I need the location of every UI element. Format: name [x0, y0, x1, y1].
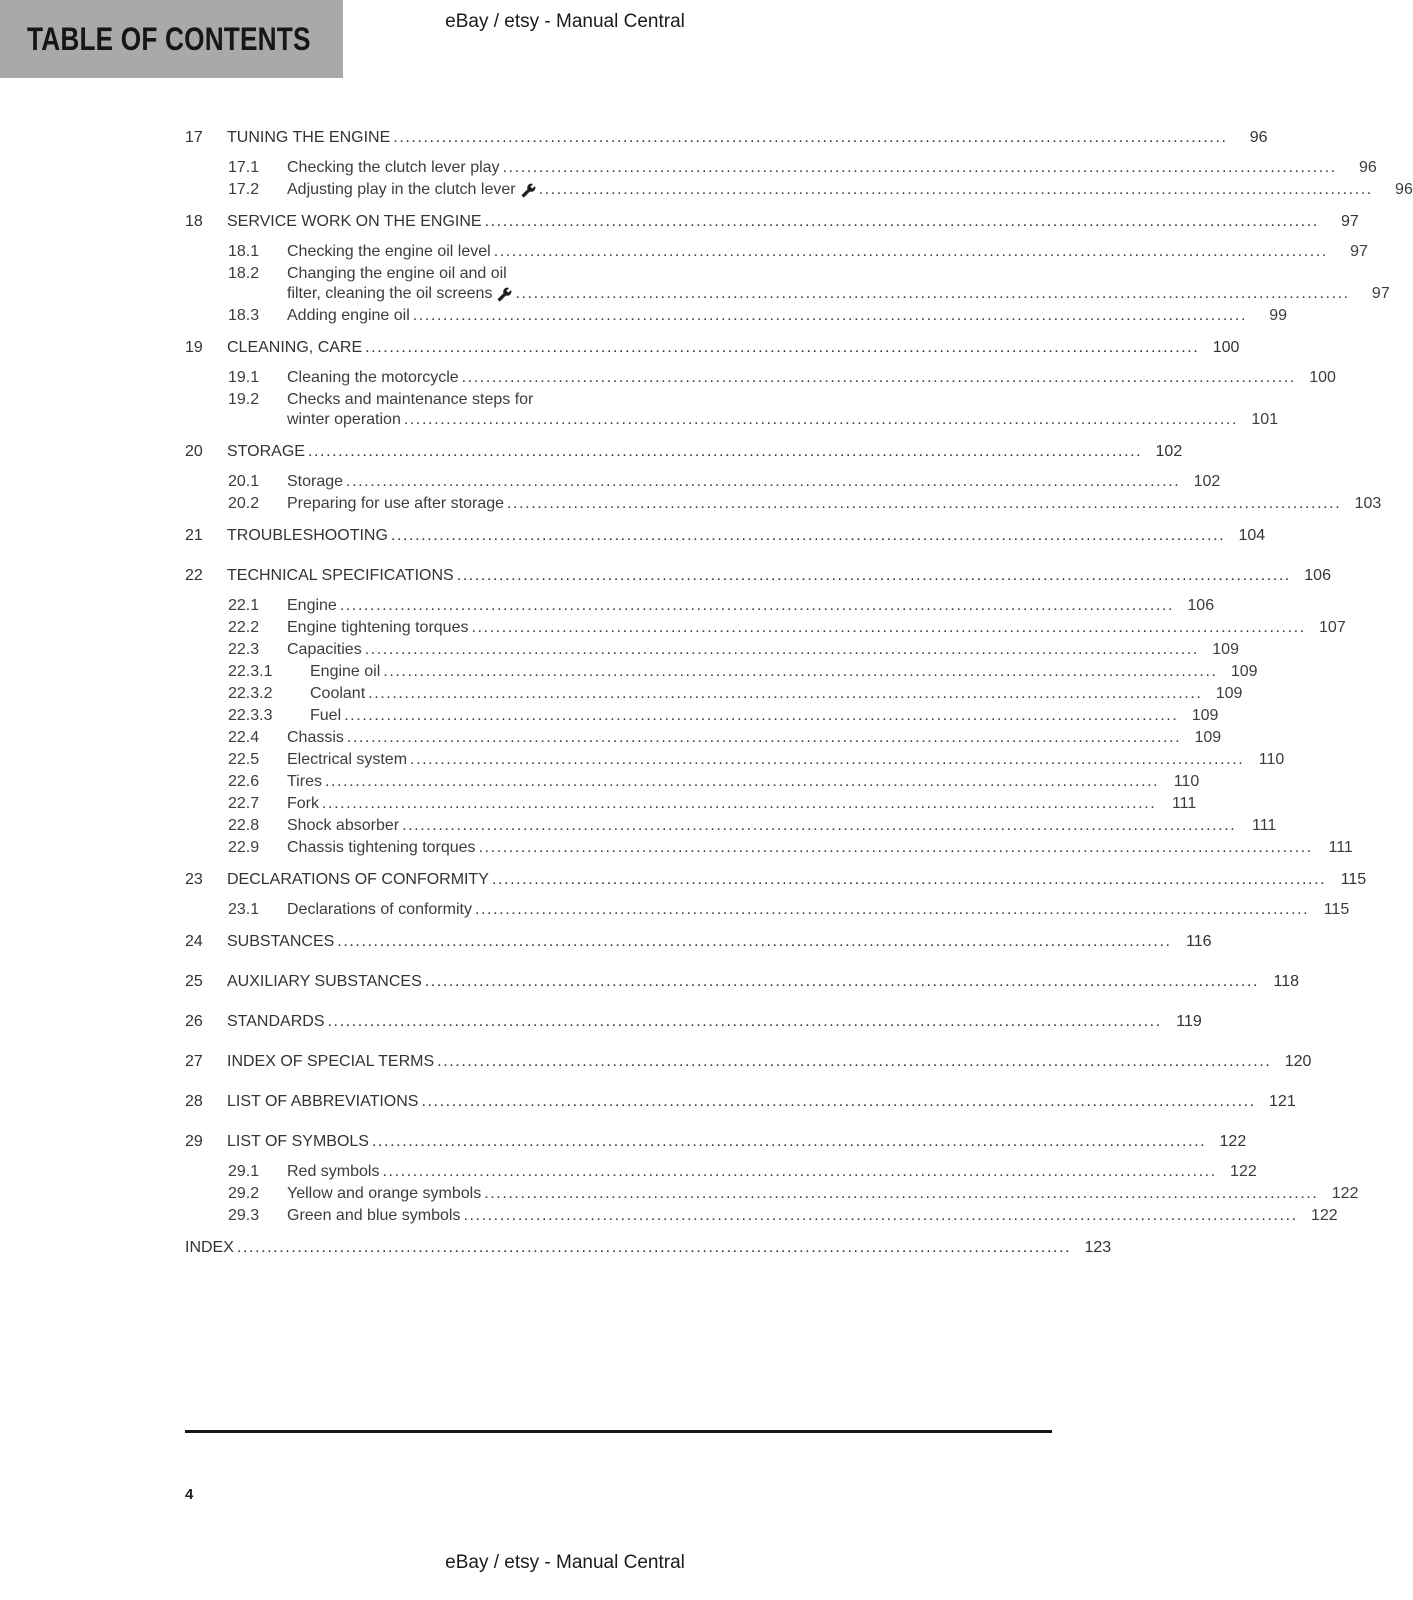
dot-leader: [325, 1012, 1168, 1032]
dot-leader: [434, 1052, 1277, 1072]
toc-entry-line: [287, 640, 1239, 660]
toc-entry-18-1: [228, 242, 1368, 262]
dot-leader: [369, 1132, 1212, 1152]
toc-entry-title: CLEANING, CARE: [227, 339, 363, 356]
toc-entry-body: [287, 618, 1346, 638]
dot-leader: [489, 870, 1332, 890]
toc-entry-body: [287, 900, 1349, 920]
toc-entry-23: [185, 860, 1367, 900]
toc-entry-body: [310, 684, 1242, 704]
toc-entry-17-2: [228, 180, 1413, 200]
toc-entry-22: [185, 556, 1331, 596]
toc-entry-26: [185, 1002, 1202, 1042]
dot-leader: [234, 1238, 1077, 1258]
toc-entry-20-1: [228, 472, 1221, 492]
toc-entry-title: Checking the engine oil level: [287, 243, 491, 260]
toc-entry-28: [185, 1082, 1296, 1122]
toc-entry-page: 101: [1251, 411, 1279, 428]
toc-entry-number: 26: [185, 1013, 203, 1030]
toc-entry-body: [287, 596, 1214, 616]
toc-entry-page: 120: [1284, 1053, 1312, 1070]
toc-entry-page: 103: [1354, 495, 1382, 512]
toc-entry-line: [287, 284, 1390, 304]
toc-entry-title: Storage: [287, 473, 344, 490]
toc-entry-title: Adding engine oil: [287, 307, 410, 324]
toc-entry-title: SUBSTANCES: [227, 933, 335, 950]
toc-entry-line: [310, 684, 1242, 704]
toc-entry-body: [287, 1162, 1257, 1182]
toc-entry-19-1: [228, 368, 1336, 388]
footer-divider: [185, 1430, 1052, 1433]
dot-leader: [344, 728, 1187, 748]
toc-entry-number: 17: [185, 129, 203, 146]
toc-entry-title: Red symbols: [287, 1163, 380, 1180]
toc-entry-page: 109: [1194, 729, 1222, 746]
toc-entry-number: 29.2: [228, 1185, 260, 1202]
toc-entry-number: 20.2: [228, 495, 260, 512]
toc-entry-number: 22.3.1: [228, 663, 273, 680]
toc-list: [185, 128, 1413, 1268]
toc-entry-body: [287, 368, 1336, 388]
toc-entry-page: 122: [1219, 1133, 1247, 1150]
toc-entry-number: 29.1: [228, 1163, 260, 1180]
toc-entry-body: [227, 870, 1366, 890]
toc-entry-line: [287, 410, 1278, 430]
toc-entry-number: 22.9: [228, 839, 260, 856]
toc-entry-number: 19.1: [228, 369, 260, 386]
toc-entry-line: [287, 1206, 1338, 1226]
toc-entry-body: [227, 338, 1239, 358]
toc-entry-number: 22.4: [228, 729, 260, 746]
dot-leader: [380, 662, 1223, 682]
toc-entry-title: INDEX OF SPECIAL TERMS: [227, 1053, 435, 1070]
toc-entry-number: 18.2: [228, 265, 260, 282]
toc-entry-20-2: [228, 494, 1382, 514]
toc-entry-22-4: [228, 728, 1222, 748]
toc-entry-17-1: [228, 158, 1377, 178]
toc-entry-number: 22.6: [228, 773, 260, 790]
toc-entry-body: [227, 1092, 1296, 1112]
toc-entry-line: [287, 242, 1368, 262]
toc-entry-line: [227, 212, 1359, 232]
dot-leader: [388, 526, 1231, 546]
toc-entry-line: [227, 1132, 1246, 1152]
toc-entry-line: [287, 472, 1220, 492]
toc-entry-line: [287, 494, 1381, 514]
toc-entry-page: 97: [1341, 213, 1359, 230]
toc-entry-line: [287, 728, 1221, 748]
dot-leader: [390, 128, 1233, 148]
toc-entry-line: [287, 1184, 1358, 1204]
toc-entry-18: [185, 202, 1359, 242]
toc-entry-number: 20.1: [228, 473, 260, 490]
dot-leader: [468, 618, 1311, 638]
toc-entry-title: Electrical system: [287, 751, 408, 768]
toc-entry-body: [287, 816, 1276, 836]
toc-entry-number: 22.2: [228, 619, 260, 636]
toc-entry-index: [185, 1228, 1112, 1268]
toc-entry-title: Shock absorber: [287, 817, 400, 834]
doc-watermark-footer: eBay / etsy - Manual Central: [445, 1552, 685, 1573]
dot-leader: [504, 494, 1347, 514]
dot-leader: [334, 932, 1177, 952]
toc-entry-line: [185, 1238, 1111, 1258]
toc-entry-line: [287, 390, 1278, 410]
toc-entry-body: [310, 706, 1218, 726]
dot-leader: [422, 972, 1265, 992]
toc-entry-line: [287, 180, 1413, 200]
toc-entry-page: 122: [1230, 1163, 1257, 1180]
dot-leader: [418, 1092, 1261, 1112]
toc-entry-title: Changing the engine oil and oil: [287, 265, 507, 282]
toc-entry-22-3-2: [228, 684, 1243, 704]
toc-entry-page: 102: [1155, 443, 1183, 460]
toc-entry-body: [287, 180, 1413, 200]
toc-entry-29: [185, 1122, 1247, 1162]
toc-entry-page: 100: [1309, 369, 1336, 386]
toc-entry-body: [185, 1238, 1111, 1258]
toc-entry-page: 106: [1187, 597, 1215, 614]
toc-entry-page: 115: [1340, 871, 1367, 888]
toc-entry-body: [287, 1206, 1338, 1226]
toc-entry-body: [287, 640, 1239, 660]
toc-entry-22-9: [228, 838, 1353, 858]
toc-entry-29-2: [228, 1184, 1359, 1204]
toc-entry-page: 123: [1084, 1239, 1112, 1256]
toc-entry-title: AUXILIARY SUBSTANCES: [227, 973, 422, 990]
toc-entry-22-3: [228, 640, 1239, 660]
toc-entry-line: [287, 838, 1353, 858]
dot-leader: [491, 242, 1334, 262]
toc-entry-number: 23.1: [228, 901, 260, 918]
toc-entry-24: [185, 922, 1212, 962]
toc-entry-page: 104: [1238, 527, 1266, 544]
toc-entry-20: [185, 432, 1183, 472]
toc-entry-22-6: [228, 772, 1200, 792]
toc-entry-page: 118: [1273, 973, 1299, 990]
toc-entry-body: [287, 472, 1220, 492]
toc-entry-line: [310, 662, 1258, 682]
toc-entry-body: [287, 794, 1196, 814]
toc-entry-title: Checks and maintenance steps for: [287, 391, 534, 408]
toc-entry-body: [227, 1012, 1202, 1032]
toc-entry-title: LIST OF SYMBOLS: [227, 1133, 369, 1150]
toc-entry-25: [185, 962, 1299, 1002]
dot-leader: [476, 838, 1319, 858]
toc-entry-number: 22.1: [228, 597, 260, 614]
toc-entry-title: TROUBLESHOOTING: [227, 527, 388, 544]
toc-entry-page: 119: [1176, 1013, 1202, 1030]
toc-entry-21: [185, 516, 1266, 556]
dot-leader: [536, 180, 1379, 200]
toc-entry-title: STANDARDS: [227, 1013, 325, 1030]
toc-entry-line: [287, 750, 1284, 770]
dot-leader: [482, 212, 1325, 232]
toc-entry-22-2: [228, 618, 1346, 638]
toc-entry-number: 18: [185, 213, 203, 230]
toc-entry-body: [287, 838, 1353, 858]
toc-entry-title: INDEX: [185, 1239, 234, 1256]
dot-leader: [362, 338, 1205, 358]
page-title: TABLE OF CONTENTS: [27, 20, 311, 57]
toc-entry-number: 29.3: [228, 1207, 260, 1224]
toc-entry-number: 20: [185, 443, 203, 460]
toc-entry-page: 109: [1191, 707, 1219, 724]
toc-entry-title: Engine: [287, 597, 337, 614]
dot-leader: [365, 684, 1208, 704]
dot-leader: [399, 816, 1242, 836]
toc-entry-line: [287, 158, 1377, 178]
dot-leader: [343, 472, 1186, 492]
toc-entry-page: 116: [1186, 933, 1212, 950]
toc-entry-number: 21: [185, 527, 203, 544]
toc-entry-line: [287, 816, 1276, 836]
dot-leader: [500, 158, 1343, 178]
toc-entry-title: Capacities: [287, 641, 362, 658]
toc-entry-line: [227, 526, 1265, 546]
toc-entry-body: [287, 390, 1278, 430]
toc-entry-19: [185, 328, 1240, 368]
page-number: 4: [185, 1486, 194, 1503]
dot-leader: [401, 410, 1244, 430]
wrench-icon: [497, 287, 512, 302]
toc-entry-number: 19.2: [228, 391, 260, 408]
toc-entry-page: 106: [1304, 567, 1331, 584]
toc-entry-page: 121: [1269, 1093, 1296, 1110]
toc-entry-body: [227, 128, 1268, 148]
dot-leader: [472, 900, 1315, 920]
toc-entry-line: [227, 870, 1366, 890]
toc-entry-17: [185, 128, 1268, 158]
toc-entry-title: filter, cleaning the oil screens: [287, 285, 493, 302]
dot-leader: [362, 640, 1205, 660]
toc-entry-page: 110: [1173, 773, 1200, 790]
wrench-icon: [521, 183, 536, 198]
toc-entry-body: [287, 494, 1381, 514]
dot-leader: [322, 772, 1165, 792]
dot-leader: [407, 750, 1250, 770]
toc-entry-title: Engine oil: [310, 663, 381, 680]
toc-entry-number: 22.3.3: [228, 707, 273, 724]
toc-entry-title: Declarations of conformity: [287, 901, 472, 918]
toc-entry-title: TUNING THE ENGINE: [227, 129, 391, 146]
toc-entry-body: [287, 242, 1368, 262]
toc-entry-22-3-1: [228, 662, 1258, 682]
toc-entry-number: 27: [185, 1053, 203, 1070]
toc-entry-line: [287, 772, 1199, 792]
toc-entry-page: 107: [1319, 619, 1346, 636]
toc-entry-23-1: [228, 900, 1350, 920]
dot-leader: [454, 566, 1297, 586]
toc-entry-line: [310, 706, 1218, 726]
toc-entry-page: 111: [1252, 817, 1277, 834]
toc-entry-body: [227, 212, 1359, 232]
toc-entry-page: 115: [1323, 901, 1350, 918]
toc-entry-title: Fork: [287, 795, 319, 812]
toc-entry-body: [227, 566, 1331, 586]
toc-entry-22-7: [228, 794, 1197, 814]
toc-entry-title: Checking the clutch lever play: [287, 159, 500, 176]
toc-entry-number: 22.5: [228, 751, 260, 768]
toc-entry-title: Cleaning the motorcycle: [287, 369, 459, 386]
toc-entry-title: DECLARATIONS OF CONFORMITY: [227, 871, 489, 888]
toc-entry-22-1: [228, 596, 1215, 616]
toc-entry-line: [227, 566, 1331, 586]
toc-entry-body: [227, 526, 1265, 546]
toc-entry-body: [287, 772, 1199, 792]
toc-entry-22-5: [228, 750, 1285, 770]
dot-leader: [481, 1184, 1324, 1204]
toc-entry-line: [287, 596, 1214, 616]
toc-entry-number: 29: [185, 1133, 203, 1150]
toc-entry-page: 122: [1331, 1185, 1359, 1202]
dot-leader: [305, 442, 1148, 462]
doc-watermark-header: eBay / etsy - Manual Central: [445, 11, 685, 32]
toc-entry-line: [287, 306, 1287, 326]
toc-entry-number: 22.7: [228, 795, 260, 812]
toc-entry-title: STORAGE: [227, 443, 305, 460]
toc-entry-body: [287, 306, 1287, 326]
dot-leader: [319, 794, 1162, 814]
toc-entry-title: Green and blue symbols: [287, 1207, 461, 1224]
toc-entry-line: [287, 1162, 1257, 1182]
toc-entry-body: [287, 728, 1221, 748]
toc-entry-body: [227, 972, 1299, 992]
toc-entry-title: Engine tightening torques: [287, 619, 469, 636]
toc-entry-line: [227, 1012, 1202, 1032]
toc-entry-line: [227, 128, 1268, 148]
toc-entry-title: Yellow and orange symbols: [287, 1185, 482, 1202]
toc-entry-19-2: [228, 390, 1279, 430]
toc-entry-line: [287, 618, 1346, 638]
toc-entry-number: 28: [185, 1093, 203, 1110]
toc-entry-title: LIST OF ABBREVIATIONS: [227, 1093, 419, 1110]
toc-entry-number: 25: [185, 973, 203, 990]
toc-entry-number: 24: [185, 933, 203, 950]
toc-entry-22-8: [228, 816, 1277, 836]
toc-entry-page: 96: [1249, 129, 1268, 146]
toc-entry-page: 99: [1269, 307, 1288, 324]
toc-entry-title: Fuel: [310, 707, 342, 724]
dot-leader: [460, 1206, 1303, 1226]
toc-entry-title: Chassis: [287, 729, 344, 746]
dot-leader: [459, 368, 1302, 388]
toc-entry-line: [287, 368, 1336, 388]
toc-entry-page: 109: [1212, 641, 1239, 658]
toc-entry-22-3-3: [228, 706, 1219, 726]
toc-entry-29-1: [228, 1162, 1257, 1182]
toc-entry-line: [227, 1052, 1311, 1072]
toc-entry-18-3: [228, 306, 1288, 326]
toc-entry-page: 97: [1371, 285, 1390, 302]
toc-entry-title: Coolant: [310, 685, 366, 702]
toc-entry-number: 17.1: [228, 159, 260, 176]
toc-entry-title: TECHNICAL SPECIFICATIONS: [227, 567, 454, 584]
toc-entry-page: 109: [1215, 685, 1243, 702]
dot-leader: [337, 596, 1180, 616]
dot-leader: [410, 306, 1253, 326]
dot-leader: [379, 1162, 1222, 1182]
toc-entry-line: [227, 932, 1212, 952]
toc-entry-body: [310, 662, 1258, 682]
toc-entry-page: 122: [1311, 1207, 1338, 1224]
toc-entry-body: [227, 1132, 1246, 1152]
toc-entry-number: 22.3.2: [228, 685, 273, 702]
toc-entry-line: [287, 900, 1349, 920]
toc-entry-title: SERVICE WORK ON THE ENGINE: [227, 213, 482, 230]
toc-entry-line: [227, 338, 1239, 358]
toc-entry-27: [185, 1042, 1312, 1082]
toc-entry-title: Tires: [287, 773, 322, 790]
toc-entry-number: 18.3: [228, 307, 260, 324]
toc-entry-title: Preparing for use after storage: [287, 495, 505, 512]
toc-entry-body: [227, 932, 1212, 952]
toc-entry-page: 100: [1212, 339, 1240, 356]
toc-entry-line: [227, 1092, 1296, 1112]
toc-entry-body: [227, 1052, 1311, 1072]
toc-entry-number: 17.2: [228, 181, 260, 198]
toc-entry-page: 96: [1395, 181, 1413, 198]
dot-leader: [341, 706, 1184, 726]
toc-entry-number: 22: [185, 567, 203, 584]
toc-entry-page: 110: [1258, 751, 1285, 768]
toc-entry-page: 111: [1171, 795, 1197, 812]
toc-entry-page: 97: [1350, 243, 1368, 260]
toc-entry-page: 111: [1328, 839, 1353, 856]
toc-entry-number: 22.8: [228, 817, 260, 834]
toc-entry-number: 19: [185, 339, 203, 356]
toc-entry-line: [287, 794, 1196, 814]
toc-entry-number: 22.3: [228, 641, 260, 658]
toc-entry-line: [227, 442, 1182, 462]
toc-entry-line: [227, 972, 1299, 992]
toc-entry-body: [287, 750, 1284, 770]
toc-entry-body: [287, 158, 1377, 178]
toc-entry-18-2: [228, 264, 1390, 304]
toc-entry-title: winter operation: [287, 411, 401, 428]
toc-entry-page: 109: [1230, 663, 1258, 680]
toc-entry-body: [287, 1184, 1358, 1204]
toc-entry-line: [287, 264, 1390, 284]
toc-entry-page: 102: [1193, 473, 1221, 490]
toc-entry-number: 18.1: [228, 243, 260, 260]
toc-entry-title: Chassis tightening torques: [287, 839, 476, 856]
toc-entry-title: Adjusting play in the clutch lever: [287, 181, 516, 198]
toc-entry-29-3: [228, 1206, 1338, 1226]
dot-leader: [512, 284, 1355, 304]
toc-entry-body: [287, 264, 1390, 304]
toc-entry-number: 23: [185, 871, 203, 888]
toc-entry-page: 96: [1359, 159, 1377, 176]
toc-entry-body: [227, 442, 1182, 462]
